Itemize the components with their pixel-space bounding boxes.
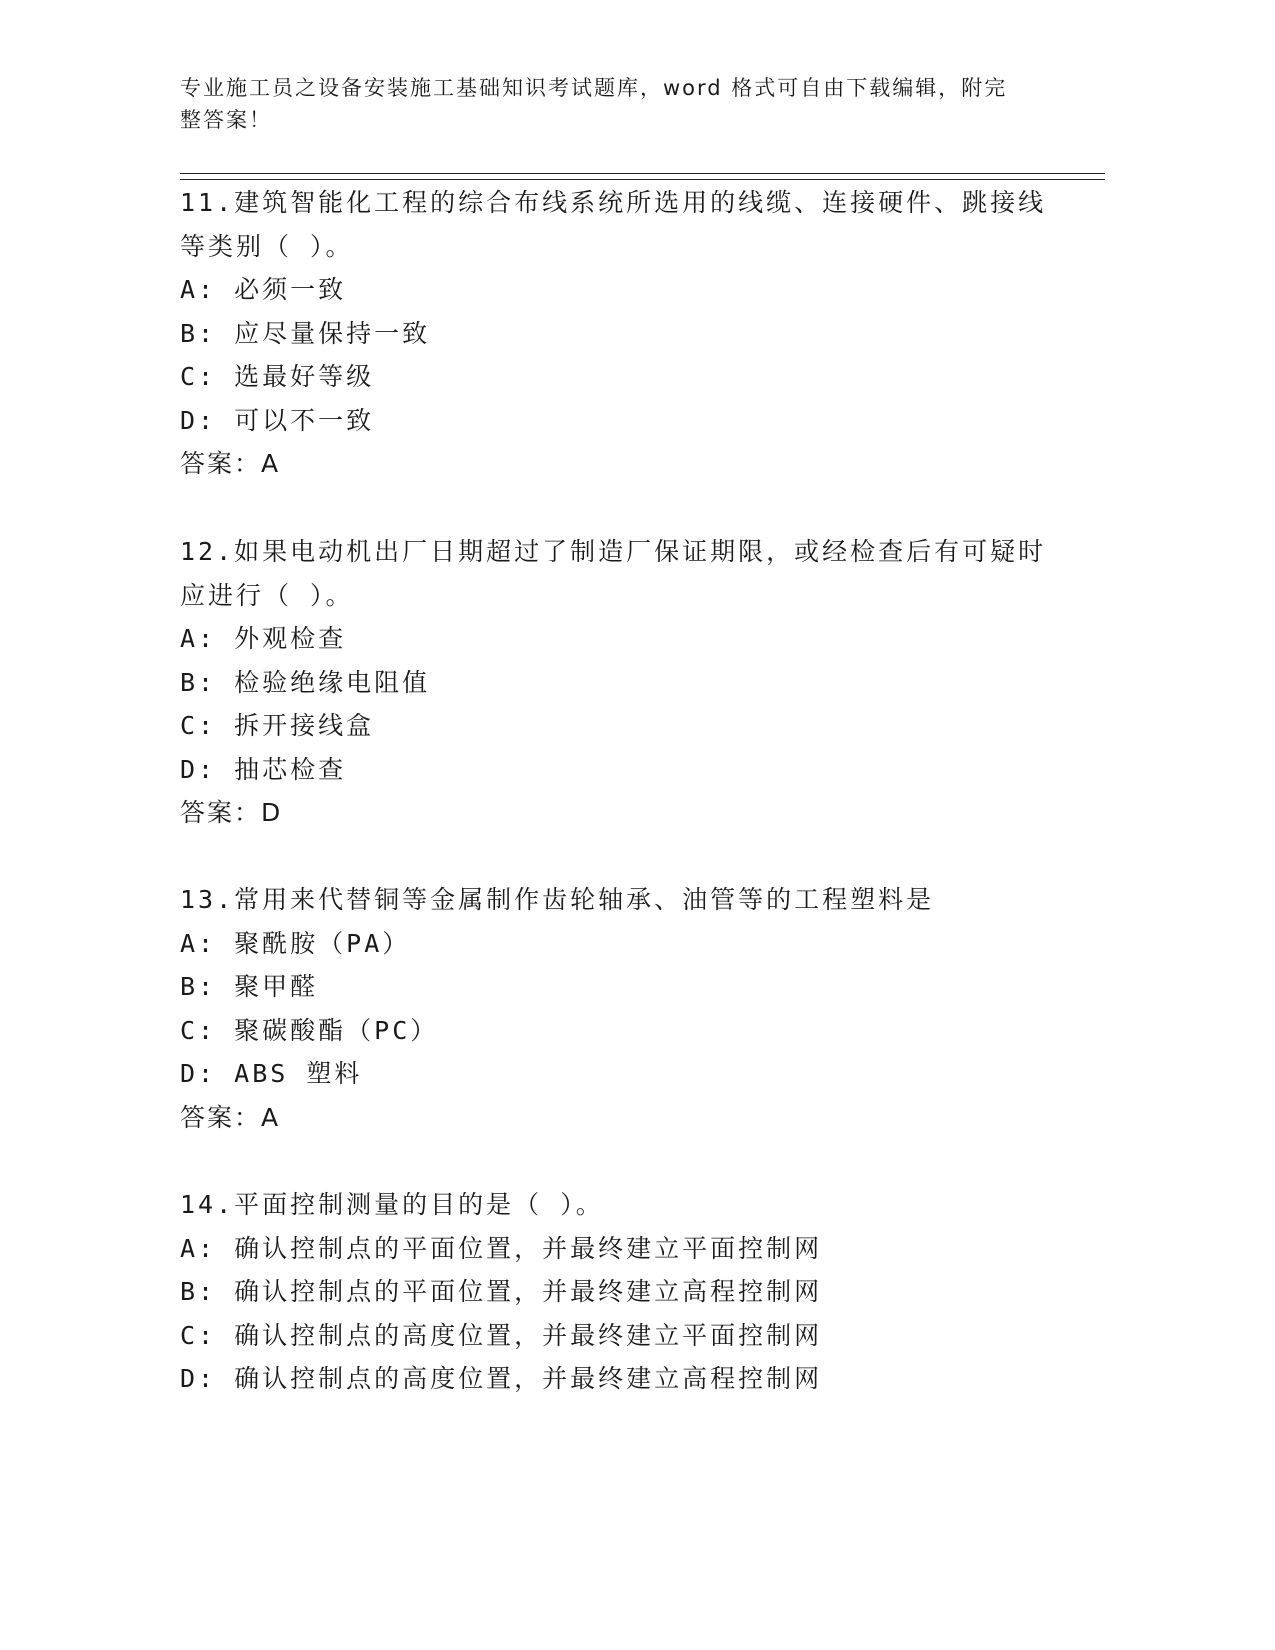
question-11 <box>180 181 1060 486</box>
option-b: B: 确认控制点的平面位置，并最终建立高程控制网 <box>180 1277 823 1306</box>
question-stem: 14.平面控制测量的目的是（ ）。 <box>180 1190 604 1219</box>
option-d: D: 可以不一致 <box>180 405 375 435</box>
option-a: A: 确认控制点的平面位置，并最终建立平面控制网 <box>180 1233 823 1263</box>
option-b: B: 聚甲醛 <box>180 972 319 1001</box>
question-14 <box>180 1183 1060 1401</box>
option-c: C: 确认控制点的高度位置，并最终建立平面控制网 <box>180 1320 823 1350</box>
option-d: D: 抽芯检查 <box>180 754 347 784</box>
header-divider-bottom <box>180 179 1105 180</box>
answer: 答案：A <box>180 449 281 478</box>
question-13 <box>180 878 1060 1139</box>
option-d: D: 确认控制点的高度位置，并最终建立高程控制网 <box>180 1364 823 1393</box>
question-stem: 11.建筑智能化工程的综合布线系统所选用的线缆、连接硬件、跳接线等类别（ ）。 <box>180 188 1047 261</box>
option-a: A: 外观检查 <box>180 624 347 653</box>
answer: 答案：A <box>180 1102 281 1132</box>
question-stem: 12.如果电动机出厂日期超过了制造厂保证期限，或经检查后有可疑时应进行（ ）。 <box>180 537 1047 610</box>
option-c: C: 聚碳酸酯（PC） <box>180 1015 439 1045</box>
header-divider-top <box>180 173 1105 174</box>
option-c: C: 拆开接线盒 <box>180 711 375 740</box>
option-a: A: 聚酰胺（PA） <box>180 928 411 958</box>
option-c: C: 选最好等级 <box>180 362 375 391</box>
option-b: B: 检验绝缘电阻值 <box>180 667 431 697</box>
question-stem: 13.常用来代替铜等金属制作齿轮轴承、油管等的工程塑料是 <box>180 885 935 914</box>
question-12 <box>180 530 1060 835</box>
option-d: D: ABS 塑料 <box>180 1059 363 1088</box>
option-b: B: 应尽量保持一致 <box>180 318 431 348</box>
answer: 答案：D <box>180 798 283 827</box>
document-header: 专业施工员之设备安装施工基础知识考试题库，word 格式可自由下载编辑，附完整答案！ <box>180 76 1008 132</box>
option-a: A: 必须一致 <box>180 275 347 304</box>
